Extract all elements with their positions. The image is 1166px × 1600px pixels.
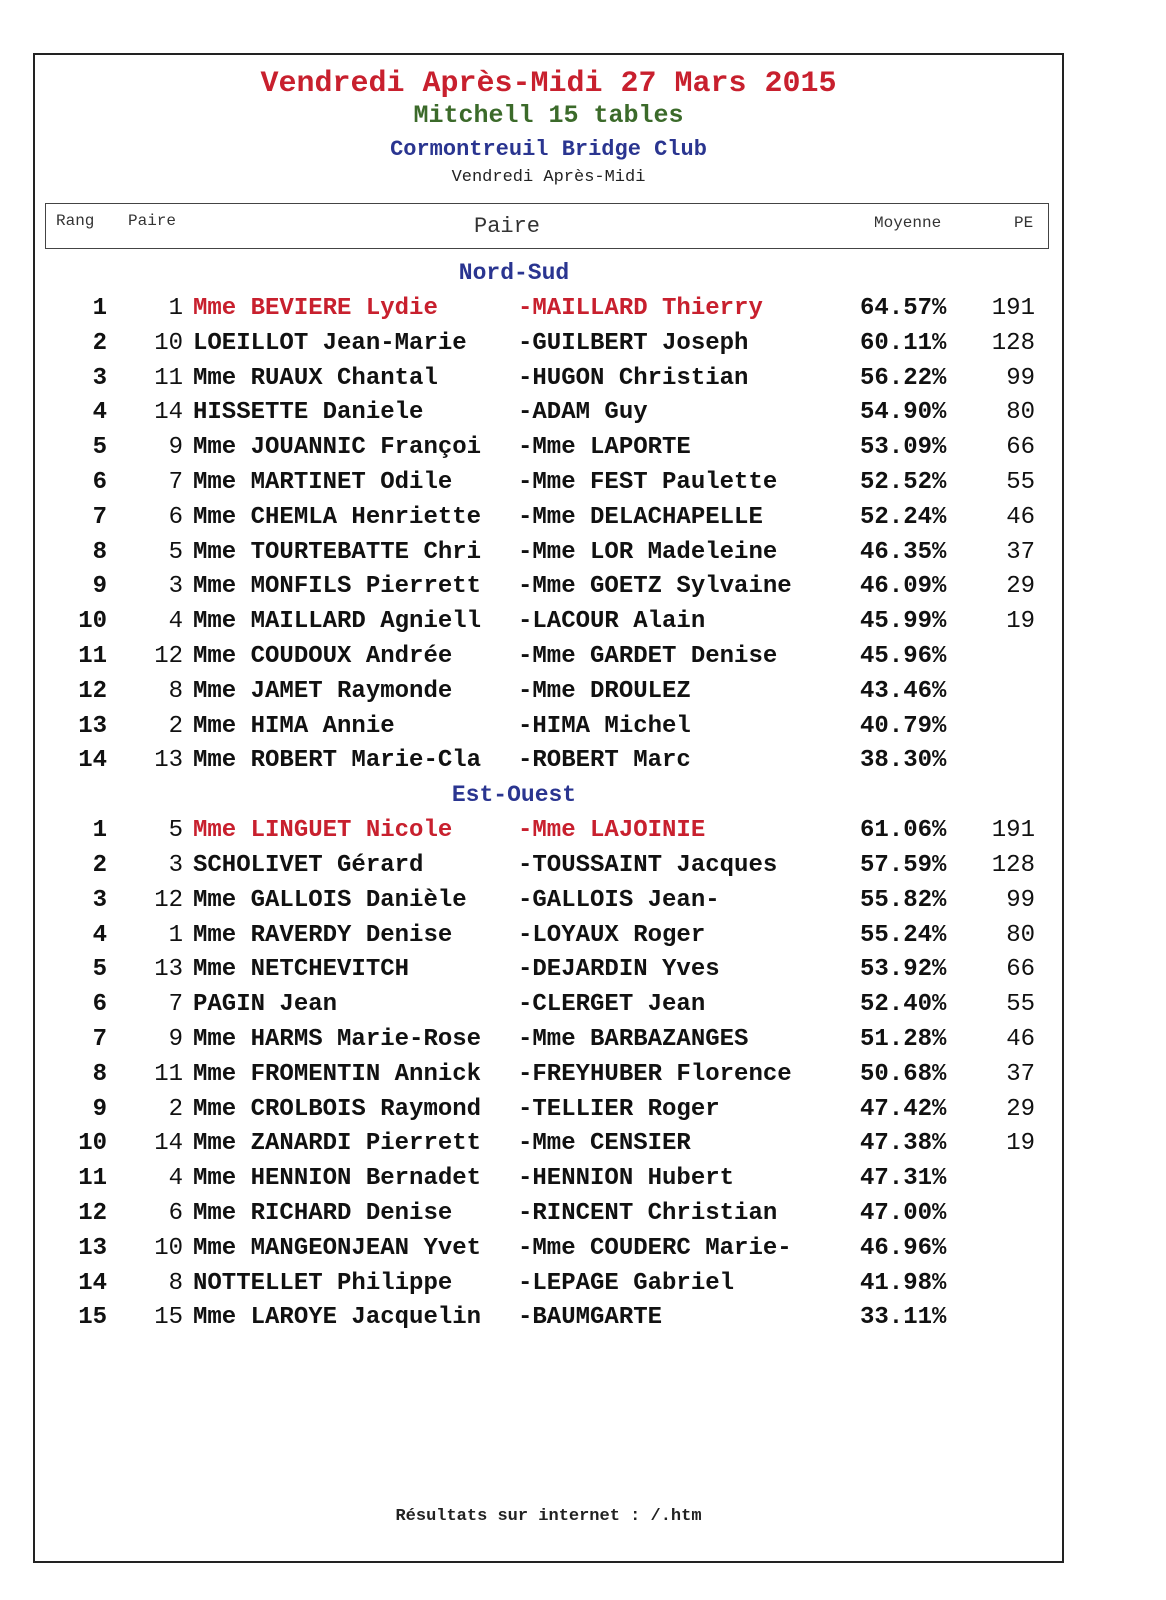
pair-number-cell: 3 bbox=[168, 852, 183, 879]
rank-cell: 10 bbox=[78, 1130, 107, 1158]
rank-cell: 12 bbox=[78, 677, 107, 705]
rank-cell: 6 bbox=[92, 469, 107, 496]
rank-cell: 11 bbox=[78, 1165, 107, 1193]
pair-number-cell: 5 bbox=[168, 817, 183, 845]
pair-number-cell: 1 bbox=[168, 921, 183, 949]
result-row bbox=[35, 1165, 1065, 1200]
pe-cell: 55 bbox=[1006, 991, 1035, 1019]
footer-note: Résultats sur internet : /.htm bbox=[395, 1507, 702, 1526]
player-one-cell: LOEILLOT Jean-Marie bbox=[193, 329, 467, 357]
player-one-cell: Mme NETCHEVITCH bbox=[193, 956, 410, 984]
rank-cell: 10 bbox=[78, 608, 107, 636]
player-one-cell: Mme RUAUX Chantal bbox=[193, 364, 438, 392]
result-row bbox=[35, 956, 1065, 991]
section-title: Nord-Sud bbox=[458, 260, 570, 286]
pe-cell: 80 bbox=[1006, 399, 1035, 427]
average-cell: 64.57% bbox=[860, 295, 947, 322]
player-two-cell: -GALLOIS Jean- bbox=[518, 886, 720, 914]
player-one-cell: Mme ZANARDI Pierrett bbox=[193, 1130, 482, 1158]
player-one-cell: Mme HIMA Annie bbox=[193, 712, 395, 740]
header-paire: Paire bbox=[474, 214, 541, 239]
pair-number-cell: 6 bbox=[168, 503, 183, 531]
player-one-cell: Mme COUDOUX Andrée bbox=[193, 643, 453, 670]
player-one-cell: Mme JOUANNIC Françoi bbox=[193, 434, 482, 462]
average-cell: 54.90% bbox=[860, 399, 947, 427]
pe-cell: 80 bbox=[1006, 921, 1035, 949]
player-one-cell: Mme RAVERDY Denise bbox=[193, 921, 453, 949]
pe-cell: 19 bbox=[1006, 1130, 1035, 1158]
average-cell: 47.38% bbox=[860, 1130, 947, 1158]
result-row bbox=[35, 678, 1065, 713]
result-row bbox=[35, 434, 1065, 469]
player-one-cell: Mme RICHARD Denise bbox=[193, 1200, 453, 1227]
player-one-cell: Mme MONFILS Pierrett bbox=[193, 573, 482, 601]
result-row bbox=[35, 1026, 1065, 1061]
average-cell: 53.09% bbox=[860, 434, 947, 462]
rank-cell: 5 bbox=[92, 956, 107, 984]
pair-number-cell: 4 bbox=[168, 608, 183, 636]
player-one-cell: Mme FROMENTIN Annick bbox=[193, 1060, 482, 1088]
result-row bbox=[35, 330, 1065, 365]
pair-number-cell: 2 bbox=[168, 1095, 183, 1123]
average-cell: 61.06% bbox=[860, 817, 947, 845]
player-one-cell: Mme TOURTEBATTE Chri bbox=[193, 538, 482, 566]
player-one-cell: Mme CROLBOIS Raymond bbox=[193, 1095, 482, 1123]
result-row bbox=[35, 1200, 1065, 1235]
pe-cell: 46 bbox=[1006, 1026, 1035, 1053]
column-header bbox=[45, 203, 1049, 249]
rank-cell: 13 bbox=[78, 1234, 107, 1262]
result-row bbox=[35, 747, 1065, 782]
player-one-cell: Mme HENNION Bernadet bbox=[193, 1165, 482, 1193]
tournament-format: Mitchell 15 tables bbox=[413, 101, 684, 130]
average-cell: 52.52% bbox=[860, 469, 947, 496]
player-two-cell: -Mme FEST Paulette bbox=[518, 469, 778, 496]
pair-number-cell: 11 bbox=[154, 364, 183, 392]
player-one-cell: Mme CHEMLA Henriette bbox=[193, 503, 482, 531]
rank-cell: 9 bbox=[92, 573, 107, 601]
pair-number-cell: 13 bbox=[154, 956, 183, 984]
player-two-cell: -LACOUR Alain bbox=[518, 608, 706, 636]
rank-cell: 14 bbox=[78, 1269, 107, 1297]
rank-cell: 13 bbox=[78, 712, 107, 740]
pair-number-cell: 8 bbox=[168, 677, 183, 705]
result-row bbox=[35, 573, 1065, 608]
rank-cell: 15 bbox=[78, 1304, 107, 1332]
rank-cell: 11 bbox=[78, 643, 107, 670]
player-two-cell: -LOYAUX Roger bbox=[518, 921, 706, 949]
result-row bbox=[35, 504, 1065, 539]
pe-cell: 191 bbox=[991, 817, 1035, 845]
average-cell: 47.42% bbox=[860, 1095, 947, 1123]
player-one-cell: Mme MANGEONJEAN Yvet bbox=[193, 1234, 482, 1262]
session-name: Vendredi Après-Midi bbox=[451, 168, 646, 187]
player-two-cell: -TELLIER Roger bbox=[518, 1095, 720, 1123]
average-cell: 55.82% bbox=[860, 886, 947, 914]
pe-cell: 66 bbox=[1006, 434, 1035, 462]
pair-number-cell: 3 bbox=[168, 573, 183, 601]
player-two-cell: -RINCENT Christian bbox=[518, 1200, 778, 1227]
result-row bbox=[35, 1130, 1065, 1165]
pair-number-cell: 6 bbox=[168, 1200, 183, 1227]
pair-number-cell: 14 bbox=[154, 399, 183, 427]
section-title: Est-Ouest bbox=[451, 782, 577, 809]
average-cell: 43.46% bbox=[860, 677, 947, 705]
player-two-cell: -Mme LAJOINIE bbox=[518, 817, 706, 845]
pair-number-cell: 5 bbox=[168, 538, 183, 566]
pe-cell: 37 bbox=[1006, 1060, 1035, 1088]
pair-number-cell: 14 bbox=[154, 1130, 183, 1158]
result-row bbox=[35, 887, 1065, 922]
player-one-cell: Mme JAMET Raymonde bbox=[193, 677, 453, 705]
pe-cell: 99 bbox=[1006, 364, 1035, 392]
player-one-cell: Mme MARTINET Odile bbox=[193, 469, 453, 496]
result-row bbox=[35, 643, 1065, 678]
player-two-cell: -BAUMGARTE bbox=[518, 1304, 663, 1332]
player-two-cell: -ROBERT Marc bbox=[518, 747, 691, 775]
player-one-cell: Mme ROBERT Marie-Cla bbox=[193, 747, 482, 775]
average-cell: 52.24% bbox=[860, 503, 947, 531]
header-rang: Rang bbox=[56, 212, 95, 230]
pe-cell: 191 bbox=[991, 295, 1035, 322]
rank-cell: 6 bbox=[92, 991, 107, 1019]
pair-number-cell: 12 bbox=[154, 886, 183, 914]
average-cell: 41.98% bbox=[860, 1269, 947, 1297]
average-cell: 46.35% bbox=[860, 538, 947, 566]
player-one-cell: HISSETTE Daniele bbox=[193, 399, 424, 427]
pair-number-cell: 9 bbox=[168, 1026, 183, 1053]
player-one-cell: PAGIN Jean bbox=[193, 991, 338, 1019]
rank-cell: 5 bbox=[92, 434, 107, 462]
player-two-cell: -TOUSSAINT Jacques bbox=[518, 852, 778, 879]
rank-cell: 12 bbox=[78, 1200, 107, 1227]
result-row bbox=[35, 365, 1065, 400]
player-two-cell: -HENNION Hubert bbox=[518, 1165, 735, 1193]
average-cell: 46.96% bbox=[860, 1234, 947, 1262]
result-row bbox=[35, 1270, 1065, 1305]
player-two-cell: -ADAM Guy bbox=[518, 399, 648, 427]
pe-cell: 29 bbox=[1006, 1095, 1035, 1123]
player-two-cell: -MAILLARD Thierry bbox=[518, 295, 763, 322]
player-one-cell: Mme LAROYE Jacquelin bbox=[193, 1304, 482, 1332]
player-two-cell: -HUGON Christian bbox=[518, 364, 749, 392]
pair-number-cell: 15 bbox=[154, 1304, 183, 1332]
pe-cell: 37 bbox=[1006, 538, 1035, 566]
result-row bbox=[35, 295, 1065, 330]
average-cell: 47.00% bbox=[860, 1200, 947, 1227]
player-two-cell: -Mme DROULEZ bbox=[518, 677, 691, 705]
average-cell: 53.92% bbox=[860, 956, 947, 984]
result-row bbox=[35, 817, 1065, 852]
average-cell: 50.68% bbox=[860, 1060, 947, 1088]
result-row bbox=[35, 399, 1065, 434]
rank-cell: 3 bbox=[92, 886, 107, 914]
pair-number-cell: 12 bbox=[154, 643, 183, 670]
average-cell: 40.79% bbox=[860, 712, 947, 740]
rank-cell: 14 bbox=[78, 747, 107, 775]
result-row bbox=[35, 1304, 1065, 1339]
average-cell: 52.40% bbox=[860, 991, 947, 1019]
pe-cell: 46 bbox=[1006, 503, 1035, 531]
average-cell: 45.96% bbox=[860, 643, 947, 670]
pair-number-cell: 10 bbox=[154, 329, 183, 357]
player-one-cell: SCHOLIVET Gérard bbox=[193, 852, 424, 879]
rank-cell: 2 bbox=[92, 852, 107, 879]
player-two-cell: -FREYHUBER Florence bbox=[518, 1060, 792, 1088]
player-one-cell: Mme MAILLARD Agniell bbox=[193, 608, 482, 636]
player-two-cell: -Mme LOR Madeleine bbox=[518, 538, 778, 566]
header-moyenne: Moyenne bbox=[874, 214, 942, 232]
rank-cell: 7 bbox=[92, 1026, 107, 1053]
player-two-cell: -Mme CENSIER bbox=[518, 1130, 691, 1158]
pair-number-cell: 7 bbox=[168, 991, 183, 1019]
average-cell: 45.99% bbox=[860, 608, 947, 636]
average-cell: 55.24% bbox=[860, 921, 947, 949]
player-two-cell: -Mme DELACHAPELLE bbox=[518, 503, 763, 531]
pair-number-cell: 2 bbox=[168, 712, 183, 740]
player-two-cell: -Mme BARBAZANGES bbox=[518, 1026, 749, 1053]
rank-cell: 7 bbox=[92, 503, 107, 531]
page-title: Vendredi Après-Midi 27 Mars 2015 bbox=[260, 67, 837, 101]
player-two-cell: -Mme GOETZ Sylvaine bbox=[518, 573, 792, 601]
average-cell: 60.11% bbox=[860, 329, 947, 357]
average-cell: 38.30% bbox=[860, 747, 947, 775]
player-one-cell: NOTTELLET Philippe bbox=[193, 1269, 453, 1297]
result-row bbox=[35, 1061, 1065, 1096]
player-one-cell: Mme BEVIERE Lydie bbox=[193, 295, 438, 322]
player-two-cell: -Mme GARDET Denise bbox=[518, 643, 778, 670]
pe-cell: 29 bbox=[1006, 573, 1035, 601]
pair-number-cell: 8 bbox=[168, 1269, 183, 1297]
result-row bbox=[35, 852, 1065, 887]
rank-cell: 3 bbox=[92, 364, 107, 392]
rank-cell: 1 bbox=[92, 817, 107, 845]
rank-cell: 4 bbox=[92, 921, 107, 949]
pe-cell: 128 bbox=[991, 329, 1035, 357]
results-sheet bbox=[33, 53, 1064, 1563]
header-paire-number: Paire bbox=[128, 212, 177, 230]
result-row bbox=[35, 469, 1065, 504]
player-one-cell: Mme LINGUET Nicole bbox=[193, 817, 453, 845]
player-two-cell: -LEPAGE Gabriel bbox=[518, 1269, 735, 1297]
rank-cell: 1 bbox=[92, 295, 107, 322]
result-row bbox=[35, 922, 1065, 957]
player-one-cell: Mme HARMS Marie-Rose bbox=[193, 1026, 482, 1053]
player-two-cell: -DEJARDIN Yves bbox=[518, 956, 720, 984]
pe-cell: 66 bbox=[1006, 956, 1035, 984]
result-row bbox=[35, 539, 1065, 574]
rank-cell: 8 bbox=[92, 538, 107, 566]
average-cell: 33.11% bbox=[860, 1304, 947, 1332]
average-cell: 46.09% bbox=[860, 573, 947, 601]
pair-number-cell: 4 bbox=[168, 1165, 183, 1193]
rank-cell: 8 bbox=[92, 1060, 107, 1088]
result-row bbox=[35, 1235, 1065, 1270]
pe-cell: 128 bbox=[991, 852, 1035, 879]
pair-number-cell: 13 bbox=[154, 747, 183, 775]
player-two-cell: -Mme COUDERC Marie- bbox=[518, 1234, 792, 1262]
header-pe: PE bbox=[1014, 214, 1034, 232]
player-two-cell: -CLERGET Jean bbox=[518, 991, 706, 1019]
average-cell: 57.59% bbox=[860, 852, 947, 879]
average-cell: 47.31% bbox=[860, 1165, 947, 1193]
average-cell: 56.22% bbox=[860, 364, 947, 392]
pe-cell: 19 bbox=[1006, 608, 1035, 636]
pair-number-cell: 1 bbox=[168, 295, 183, 322]
player-two-cell: -GUILBERT Joseph bbox=[518, 329, 749, 357]
result-row bbox=[35, 713, 1065, 748]
pair-number-cell: 9 bbox=[168, 434, 183, 462]
result-row bbox=[35, 1096, 1065, 1131]
player-one-cell: Mme GALLOIS Danièle bbox=[193, 886, 467, 914]
pair-number-cell: 11 bbox=[154, 1060, 183, 1088]
pair-number-cell: 7 bbox=[168, 469, 183, 496]
average-cell: 51.28% bbox=[860, 1026, 947, 1053]
club-name: Cormontreuil Bridge Club bbox=[390, 137, 707, 162]
rank-cell: 4 bbox=[92, 399, 107, 427]
result-row bbox=[35, 991, 1065, 1026]
pe-cell: 99 bbox=[1006, 886, 1035, 914]
rank-cell: 9 bbox=[92, 1095, 107, 1123]
result-row bbox=[35, 608, 1065, 643]
pair-number-cell: 10 bbox=[154, 1234, 183, 1262]
pe-cell: 55 bbox=[1006, 469, 1035, 496]
rank-cell: 2 bbox=[92, 329, 107, 357]
player-two-cell: -Mme LAPORTE bbox=[518, 434, 691, 462]
player-two-cell: -HIMA Michel bbox=[518, 712, 691, 740]
